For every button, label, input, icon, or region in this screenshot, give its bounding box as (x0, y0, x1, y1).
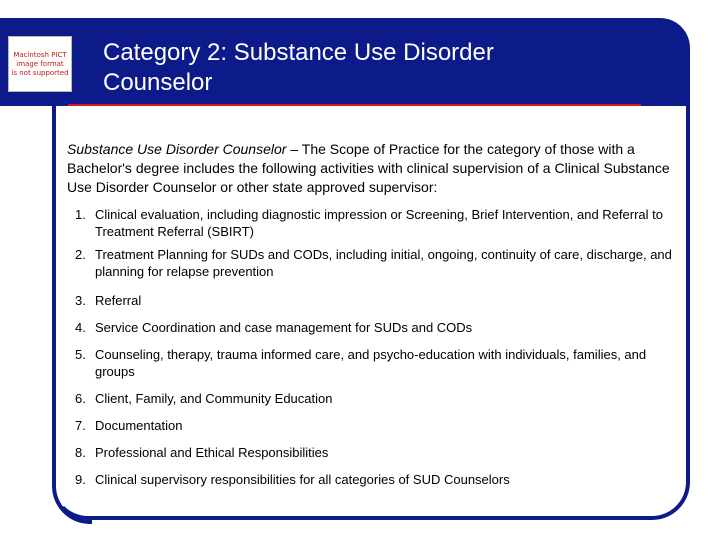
list-number: 8. (75, 445, 86, 460)
title-line: Counselor (103, 69, 213, 96)
intro-text: – The Scope of Practice for the category of those with a Bachelor's degree includes the following activities with clinical supervision of a Clinical Substance Use Disorder Counselor or other state approved supervisor: (67, 141, 670, 195)
list-item (67, 390, 672, 417)
list-number: 6. (75, 391, 86, 406)
title-underline (68, 104, 641, 106)
list-text: Professional and Ethical Responsibilities (95, 445, 329, 460)
list-number: 3. (75, 293, 86, 308)
intro-paragraph (67, 140, 677, 197)
list-number: 2. (75, 247, 86, 262)
activity-list (67, 206, 672, 491)
logo-text-line: image format (16, 59, 64, 68)
logo-text-line: is not supported (11, 68, 69, 77)
list-text: Counseling, therapy, trauma informed care, and psycho-education with individuals, families, and groups (95, 347, 647, 379)
list-number: 4. (75, 320, 86, 335)
list-text: Service Coordination and case management for SUDs and CODs (95, 320, 473, 335)
list-text: Clinical supervisory responsibilities for all categories of SUD Counselors (95, 472, 510, 487)
list-number: 5. (75, 347, 86, 362)
list-number: 1. (75, 207, 86, 222)
intro-role: Substance Use Disorder Counselor (67, 141, 287, 157)
list-text: Client, Family, and Community Education (95, 391, 333, 406)
list-item (67, 246, 672, 292)
list-item (67, 346, 672, 390)
list-number: 7. (75, 418, 86, 433)
list-text: Treatment Planning for SUDs and CODs, including initial, ongoing, continuity of care, discharge, and planning for relapse prevention (95, 247, 672, 279)
list-item (67, 471, 672, 491)
list-text: Referral (95, 293, 142, 308)
list-item (67, 206, 672, 246)
list-item (67, 292, 672, 319)
list-item (67, 319, 672, 346)
logo-placeholder (8, 36, 72, 92)
slide-title (103, 38, 643, 98)
list-text: Clinical evaluation, including diagnostic impression or Screening, Brief Intervention, and Referral to Treatment Referral (SBIRT) (95, 207, 663, 239)
title-line: Category 2: Substance Use Disorder (103, 39, 494, 66)
list-text: Documentation (95, 418, 183, 433)
list-number: 9. (75, 472, 86, 487)
list-item (67, 417, 672, 444)
list-item (67, 444, 672, 471)
logo-text-line: Macintosh PICT (13, 50, 67, 59)
